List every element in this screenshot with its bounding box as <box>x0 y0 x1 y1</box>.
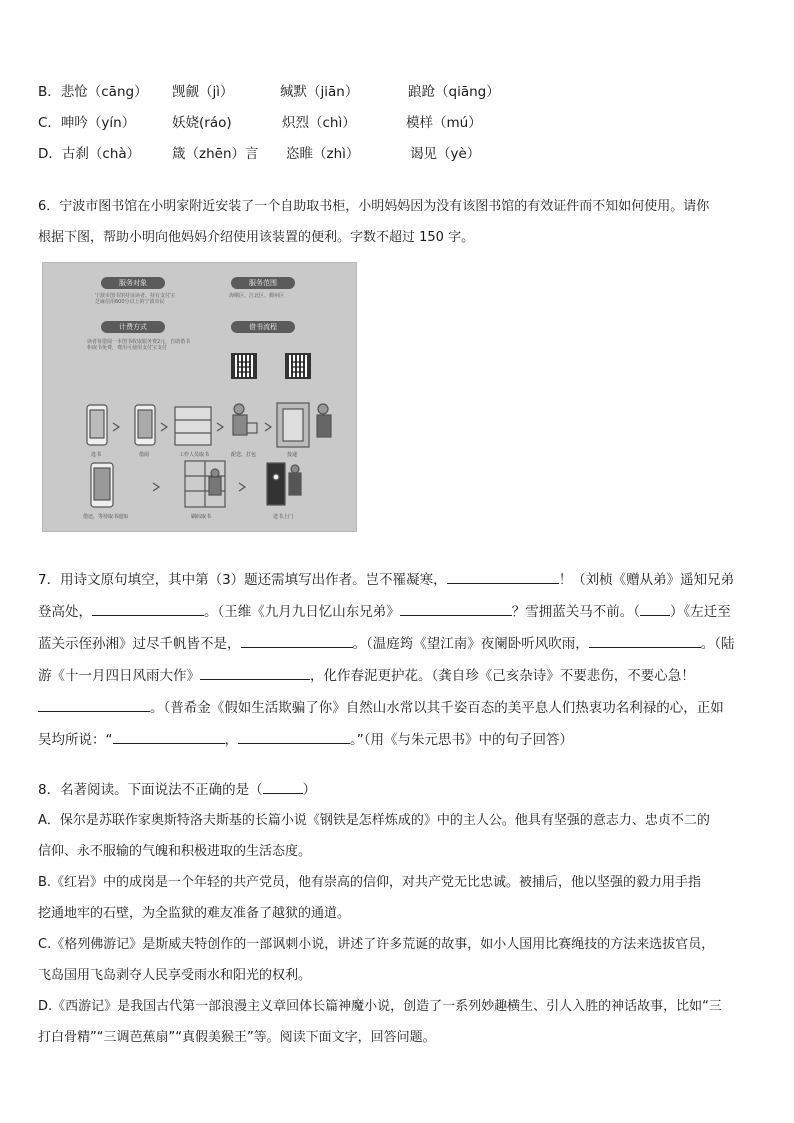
option-d-word3: 恣睢（zhì） <box>286 146 360 162</box>
q7-text: 吴均所说：“ <box>38 732 113 748</box>
step-caption: 借阅 <box>139 452 150 458</box>
answer-blank[interactable] <box>241 633 353 648</box>
service-target-text: 宁波市图书馆持证读者、持有支付宝芝麻信用600分以上的宁波市民 <box>95 293 176 305</box>
billing-text: 读者每借阅一本图书收取服务费2元，自助借书柜取书免费，费用可使用支付宝支付 <box>87 339 191 351</box>
q8-option-a-line2: 信仰、永不服输的气魄和积极进取的生活态度。 <box>38 844 312 859</box>
q7-text: 。（王维《九月九日忆山东兄弟》 <box>204 604 400 620</box>
q7-text: ！（刘桢《赠从弟》遥知兄弟 <box>558 572 735 588</box>
answer-blank[interactable] <box>400 601 512 616</box>
answer-blank[interactable] <box>589 633 701 648</box>
option-b-label: B．悲怆（cāng） <box>38 84 148 100</box>
q7-text: ，化作春泥更护花。（龚自珍《己亥杂诗》不要悲伤，不要心急！ <box>310 668 695 684</box>
self-service-bookcase-figure <box>42 262 357 532</box>
q7-line5 <box>38 697 724 718</box>
q7-line3 <box>38 633 735 654</box>
option-c-word4: 模样（mú） <box>406 115 482 131</box>
q8-title <box>38 779 316 800</box>
option-c-word2: 妖娆(ráo) <box>172 115 232 131</box>
q8-option-c-line2: 飞岛国用飞岛剥夺人民享受雨水和阳光的权利。 <box>38 968 312 983</box>
step-caption: 送书上门 <box>273 514 294 520</box>
option-d-label: D．古刹（chà） <box>38 146 141 162</box>
q7-line2 <box>38 601 731 622</box>
q7-text: 。（陆 <box>700 636 735 652</box>
q8-option-c-line1: C.《格列佛游记》是斯威夫特创作的一部讽刺小说，讲述了许多荒诞的故事，如小人国用比赛绳技的方法来选拔官员， <box>38 937 715 952</box>
answer-blank[interactable] <box>640 601 670 616</box>
option-c-word3: 炽烈（chì） <box>282 115 356 131</box>
option-b-word2: 觊觎（jì） <box>172 84 234 100</box>
q7-text: 。（温庭筠《望江南》夜阑卧听风吹雨， <box>352 636 589 652</box>
option-d-word2: 箴（zhēn）言 <box>172 146 259 162</box>
answer-blank[interactable] <box>447 569 559 584</box>
q8-option-d-line1: D.《西游记》是我国古代第一部浪漫主义章回体长篇神魔小说，创造了一系列妙趣横生、引人入胜的神话故事，比如“三 <box>38 999 722 1014</box>
q7-text: 登高处， <box>38 604 92 620</box>
answer-blank[interactable] <box>92 601 204 616</box>
q8-option-b-line2: 挖通地牢的石壁，为全监狱的难友准备了越狱的通道。 <box>38 906 351 921</box>
q7-text: 。”（用《与朱元思书》中的句子回答） <box>350 732 573 748</box>
option-b-word4: 踉跄（qiāng） <box>408 84 500 100</box>
service-scope-pill: 服务范围 <box>231 277 295 289</box>
step-caption: 刷码取书 <box>191 514 212 520</box>
q7-text: 7．用诗文原句填空，其中第（3）题还需填写出作者。岂不罹凝寒， <box>38 572 447 588</box>
step-caption: 投递 <box>287 452 298 458</box>
option-c-label: C．呻吟（yín） <box>38 115 136 131</box>
step-caption: 工作人员取书 <box>179 452 210 458</box>
q7-line4 <box>38 665 695 686</box>
step-caption: 借还，等待取书通知 <box>83 514 129 520</box>
q8-option-d-line2: 打白骨精”“三调芭蕉扇”“真假美猴王”等。阅读下面文字，回答问题。 <box>38 1030 436 1045</box>
q6-line1: 6．宁波市图书馆在小明家附近安装了一个自助取书柜，小明妈妈因为没有该图书馆的有效证件而不知如何使用。请你 <box>38 199 710 214</box>
q6-line2: 根据下图，帮助小明向他妈妈介绍使用该装置的便利。字数不超过 150 字。 <box>38 230 475 245</box>
option-b-word3: 缄默（jiān） <box>280 84 359 100</box>
step-caption: 选书 <box>91 452 102 458</box>
answer-blank[interactable] <box>38 697 150 712</box>
borrow-flow-pill: 借书流程 <box>231 321 295 333</box>
q8-text: 8．名著阅读。下面说法不正确的是（ <box>38 782 263 798</box>
borrowing-steps-illustration <box>43 263 356 531</box>
step-caption: 配送、打包 <box>231 452 257 458</box>
q7-text: 蓝关示侄孙湘》过尽千帆皆不是， <box>38 636 241 652</box>
q7-text: ， <box>224 732 238 748</box>
q7-line6 <box>38 729 573 750</box>
q8-option-a-line1: A．保尔是苏联作家奥斯特洛夫斯基的长篇小说《钢铁是怎样炼成的》中的主人公。他具有坚强的意志力、忠贞不二的 <box>38 813 710 828</box>
q7-text: 游《十一月四日风雨大作》 <box>38 668 200 684</box>
service-scope-text: 海曙区、江北区、鄞州区 <box>229 293 285 299</box>
answer-blank[interactable] <box>200 665 310 680</box>
service-target-pill: 服务对象 <box>101 277 165 289</box>
q8-option-b-line1: B.《红岩》中的成岗是一个年轻的共产党员，他有崇高的信仰，对共产党无比忠诚。被捕后，他以坚强的毅力用手指 <box>38 875 702 890</box>
q7-line1 <box>38 569 734 590</box>
q8-text: ） <box>302 782 317 798</box>
answer-blank[interactable] <box>263 779 303 794</box>
answer-blank[interactable] <box>238 729 350 744</box>
answer-blank[interactable] <box>113 729 225 744</box>
q7-text: ）《左迁至 <box>670 604 731 620</box>
q7-text: 。（普希金《假如生活欺骗了你》自然山水常以其千姿百态的美平息人们热衷功名利禄的心，正如 <box>150 700 724 716</box>
billing-pill: 计费方式 <box>101 321 165 333</box>
q7-text: ？雪拥蓝关马不前。（ <box>511 604 640 620</box>
option-d-word4: 谒见（yè） <box>410 146 481 162</box>
